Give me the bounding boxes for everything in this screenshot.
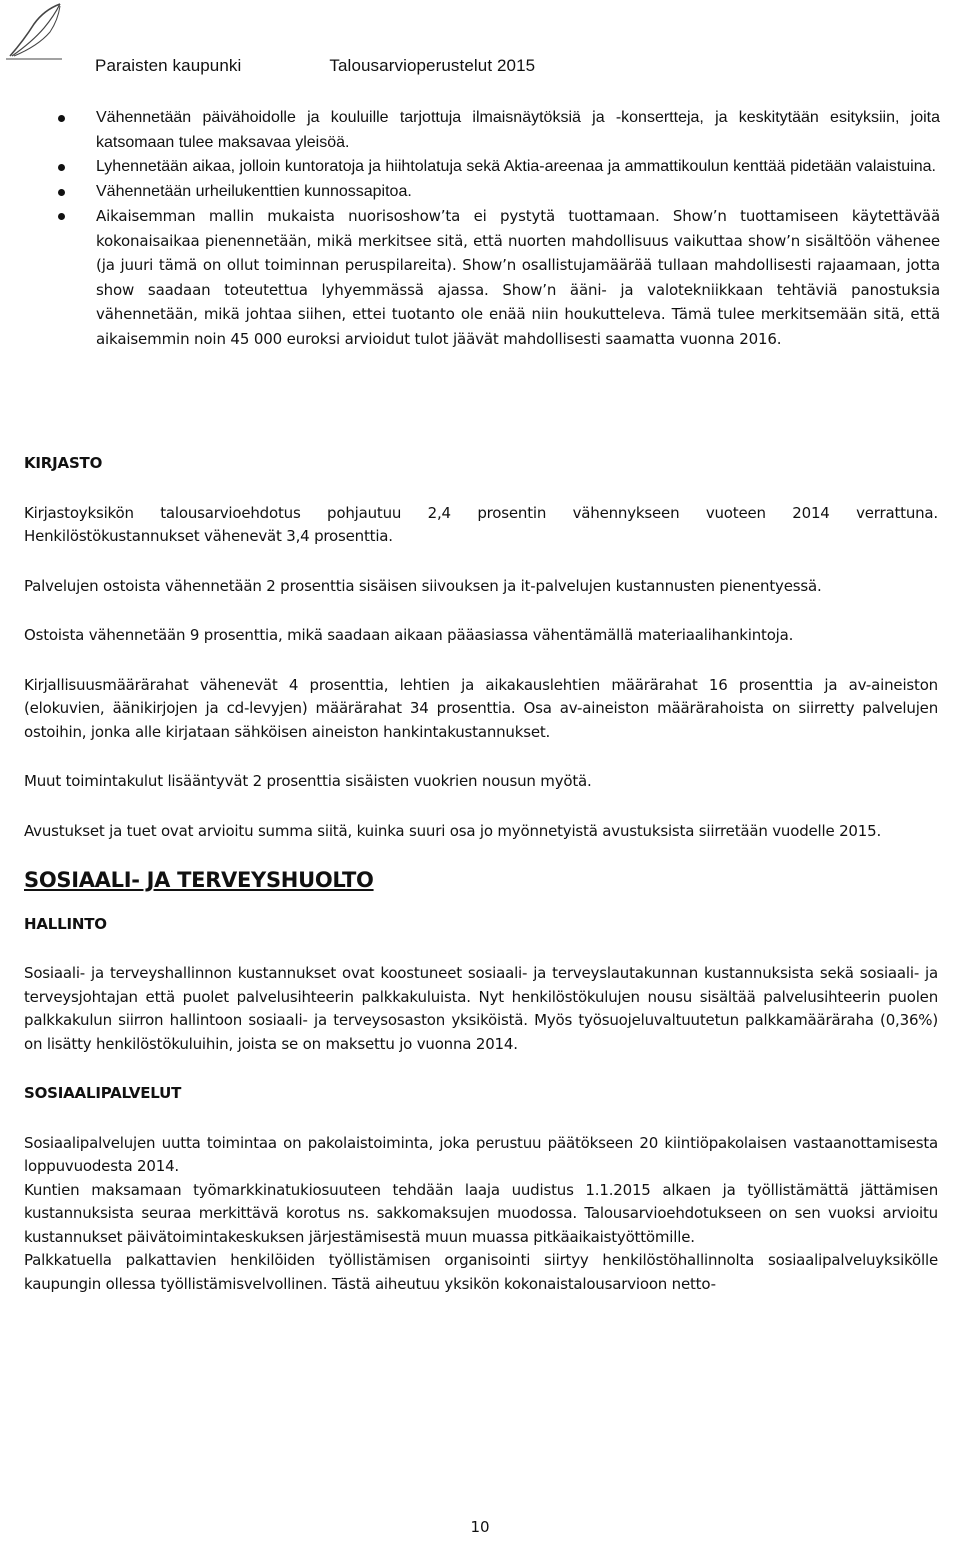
list-item: Vähennetään päivähoidolle ja kouluille tarjottuja ilmaisnäytöksiä ja -konsertteja, ja keskitytään esityksiin, joita katsomaan tulee maksavaa yleisöä. [58, 106, 940, 155]
paragraph: Sosiaali- ja terveyshallinnon kustannukset ovat koostuneet sosiaali- ja terveyslautakunnan kustannuksista sekä sosiaali- ja terveysjohtajan että puolet palvelusihteerin palkkakuluista. Nyt henkilöstökulujen nousu sisältää palvelusihteerin puolen palkkakulun siirron hallintoon sosiaali- ja terveysosaston yksiköistä. Myös työsuojeluvaltuutetun palkkamääräraha (0,36%) on lisätty henkilöstökuluihin, joista se on maksettu jo vuonna 2014. [24, 964, 938, 1053]
list-item: Vähennetään urheilukenttien kunnossapitoa. [58, 180, 940, 205]
paragraph: Kirjastoyksikön talousarvioehdotus pohjautuu 2,4 prosentin vähennykseen vuoteen 2014 verrattuna. Henkilöstökustannukset vähenevät 3,4 prosenttia. [24, 503, 938, 545]
paragraph: Avustukset ja tuet ovat arvioitu summa siitä, kuinka suuri osa jo myönnetyistä avustuksista siirretään vuodelle 2015. [24, 821, 882, 840]
paragraph: Sosiaalipalvelujen uutta toimintaa on pakolaistoiminta, joka perustuu päätökseen 20 kiintiöpakolaisen vastaanottamisesta loppuvuodesta 2014. [24, 1133, 938, 1175]
section-heading-sote: SOSIAALI- JA TERVEYSHUOLTO [24, 868, 374, 892]
paragraph: Kuntien maksamaan työmarkkinatukiosuuteen tehdään laaja uudistus 1.1.2015 alkaen ja työllistämättä jättämisen kustannuksista seuraa merkittävä korotus ns. sakkomaksujen muodossa. Talousarvioehdotukseen on sen vuoksi arvioitu kustannukset päivätoimintakeskuksen järjestämisestä muun muassa pitkäaikaistyöttömille. [24, 1180, 938, 1246]
page-number: 10 [470, 1518, 490, 1536]
subsection-heading-hallinto: HALLINTO [24, 914, 107, 933]
paragraph: Muut toimintakulut lisääntyvät 2 prosenttia sisäisten vuokrien nousun myötä. [24, 772, 592, 790]
measures-list [58, 106, 940, 351]
paragraph: Palvelujen ostoista vähennetään 2 prosenttia sisäisen siivouksen ja it-palvelujen kustannusten pienentyessä. [24, 576, 822, 595]
paragraph: Kirjallisuusmäärärahat vähenevät 4 prosenttia, lehtien ja aikakauslehtien määrärahat 16 prosenttia ja av-aineiston (elokuvien, äänikirjojen ja cd-levyjen) määrärahat 34 prosenttia. Osa av-aineiston määrärahoista on siirretty palvelujen ostoihin, jonka alle kirjataan sähköisen aineiston hankintakustannukset. [24, 675, 938, 741]
subsection-heading-sosiaalipalvelut: SOSIAALIPALVELUT [24, 1084, 182, 1102]
page-header [95, 56, 535, 76]
paragraph: Palkkatuella palkattavien henkilöiden työllistämisen organisointi siirtyy henkilöstöhallinnolta sosiaalipalveluyksikölle kaupungin ollessa työllistämisvelvollinen. Tästä aiheutuu yksikön kokonaistalousarvioon netto- [24, 1251, 938, 1293]
section-heading-kirjasto: KIRJASTO [24, 454, 103, 472]
list-item: Lyhennetään aikaa, jolloin kuntoratoja ja hiihtolatuja sekä Aktia-areenaa ja ammattikoulun kenttää pidetään valaistuina. [58, 155, 940, 180]
list-item: Aikaisemman mallin mukaista nuorisoshow’ta ei pystytä tuottamaan. Show’n tuottamiseen käytettävää kokonaisaikaa pienennetään, mikä merkitsee sitä, että nuorten mahdollisuus vaikuttaa show’n sisältöön vähenee (ja juuri tämä on ollut toiminnan peruspilareita). Show’n osallistujamäärää tullaan mahdollisesti rajaamaan, jotta show saadaan toteutettua lyhyemmässä ajassa. Show’n ääni- ja valotekniikkaan tehtäviä panostuksia vähennetään, mikä johtaa siihen, ettei tuotanto ole enää niin houkutteleva. Tämä tulee merkitsemään sitä, että aikaisemmin noin 45 000 euroksi arvioidut tulot jäävät mahdollisesti saamatta vuonna 2016. [58, 204, 940, 351]
sail-logo-icon [4, 2, 64, 60]
document-body [24, 452, 938, 1296]
paragraph: Ostoista vähennetään 9 prosenttia, mikä saadaan aikaan pääasiassa vähentämällä materiaalihankintoja. [24, 626, 794, 644]
header-org: Paraisten kaupunki [95, 56, 242, 75]
header-title: Talousarvioperustelut 2015 [329, 56, 536, 75]
